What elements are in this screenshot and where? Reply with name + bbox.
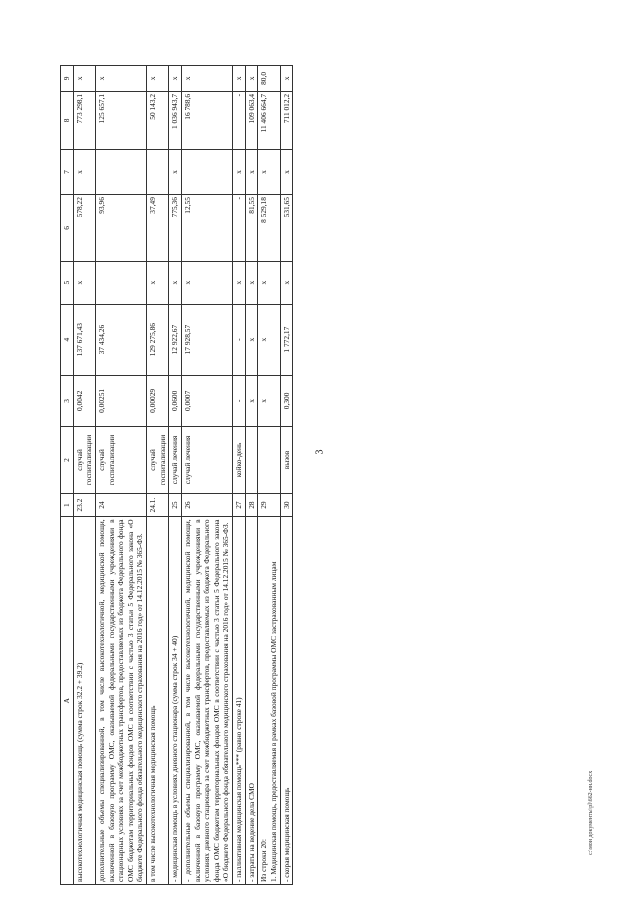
budget-table: [60, 65, 293, 885]
header-row: [61, 66, 74, 885]
table-cell: 773 298,1: [73, 91, 95, 149]
header-cell: 2: [61, 427, 74, 494]
row-description: Из строки 20: 1. Медицинская помощь, предоставляемая в рамках базовой программы ОМС застрахованным лицам: [258, 517, 280, 885]
table-cell: случай госпитализации: [95, 427, 146, 494]
table-cell: случай госпитализации: [73, 427, 95, 494]
table-cell: 28: [245, 493, 258, 517]
table-cell: -: [233, 195, 246, 262]
table-cell: 37,49: [147, 195, 169, 262]
table-body: [73, 66, 293, 885]
table-row: [95, 66, 146, 885]
table-cell: случай госпитализации: [147, 427, 169, 494]
header-cell: А: [61, 517, 74, 885]
table-cell: х: [280, 261, 293, 304]
table-cell: 17 928,57: [181, 304, 232, 375]
table-cell: 0,00251: [95, 375, 146, 427]
table-cell: 129 275,86: [147, 304, 169, 375]
table-cell: 12,55: [181, 195, 232, 262]
table-cell: 0,0007: [181, 375, 232, 427]
table-cell: х: [245, 66, 258, 92]
table-cell: [95, 261, 146, 304]
table-cell: х: [73, 66, 95, 92]
table-cell: [258, 427, 280, 494]
table-cell: 531,65: [280, 195, 293, 262]
row-description: - паллиативная медицинская помощь*** (равно строке 41): [233, 517, 246, 885]
rotated-table-container: [60, 65, 580, 885]
table-cell: 0,0600: [169, 375, 182, 427]
table-cell: 12 922,67: [169, 304, 182, 375]
header-cell: 7: [61, 149, 74, 194]
table-cell: 125 657,1: [95, 91, 146, 149]
table-cell: 8 529,18: [258, 195, 280, 262]
table-cell: 0,300: [280, 375, 293, 427]
row-description: высокотехнологичная медицинская помощь (сумма строк 32.2 + 39.2): [73, 517, 95, 885]
table-cell: -: [233, 375, 246, 427]
table-cell: х: [258, 304, 280, 375]
table-row: [73, 66, 95, 885]
table-cell: [245, 427, 258, 494]
table-cell: 30: [280, 493, 293, 517]
table-cell: х: [169, 261, 182, 304]
table-cell: х: [147, 66, 169, 92]
table-cell: х: [280, 149, 293, 194]
row-description: дополнительные объемы специализированной, в том числе высокотехнологичной, медицинской помощи, включенной в базовую программу ОМС, оказываемой федеральными государственными учреждениями в стационарных условиях за счет межбюджетных трансфертов, предоставляемых из бюджета Федерального фонда ОМС бюджетам территориальных фондов ОМС в соответствии с частью 3 статьи 5 Федерального закона «О бюджете Федерального фонда обязательного медицинского страхования на 2016 год» от 14.12.2015 № 365-ФЗ.: [95, 517, 146, 885]
table-cell: х: [233, 66, 246, 92]
table-cell: х: [245, 375, 258, 427]
table-cell: 137 671,43: [73, 304, 95, 375]
table-cell: [95, 149, 146, 194]
table-cell: 93,96: [95, 195, 146, 262]
table-cell: 16 788,6: [181, 91, 232, 149]
row-description: в том числе высокотехнологичная медицинская помощь: [147, 517, 169, 885]
table-cell: койко-день: [233, 427, 246, 494]
row-description: - скорая медицинская помощь: [280, 517, 293, 885]
header-cell: 1: [61, 493, 74, 517]
table-cell: 29: [258, 493, 280, 517]
table-cell: х: [280, 66, 293, 92]
table-cell: х: [169, 66, 182, 92]
header-cell: 9: [61, 66, 74, 92]
table-cell: х: [245, 149, 258, 194]
table-cell: х: [245, 304, 258, 375]
table-row: [169, 66, 182, 885]
table-cell: -: [233, 91, 246, 149]
table-cell: [181, 149, 232, 194]
table-row: [233, 66, 246, 885]
table-cell: -: [233, 304, 246, 375]
header-cell: 8: [61, 91, 74, 149]
table-cell: 37 434,26: [95, 304, 146, 375]
row-description: - затраты на ведение дела СМО: [245, 517, 258, 885]
table-cell: 0,0042: [73, 375, 95, 427]
table-cell: х: [181, 66, 232, 92]
table-cell: случай лечения: [169, 427, 182, 494]
header-cell: 5: [61, 261, 74, 304]
table-cell: х: [73, 149, 95, 194]
table-cell: х: [258, 149, 280, 194]
table-cell: х: [258, 261, 280, 304]
table-cell: 109 063,4: [245, 91, 258, 149]
table-cell: 50 143,2: [147, 91, 169, 149]
table-cell: х: [233, 261, 246, 304]
table-cell: х: [245, 261, 258, 304]
table-cell: 775,36: [169, 195, 182, 262]
table-cell: 11 406 664,7: [258, 91, 280, 149]
table-cell: случай лечения: [181, 427, 232, 494]
table-cell: х: [233, 149, 246, 194]
header-cell: 6: [61, 195, 74, 262]
table-cell: 711 012,2: [280, 91, 293, 149]
table-row: [181, 66, 232, 885]
row-description: - медицинская помощь в условиях дневного стационара (сумма строк 34 + 40): [169, 517, 182, 885]
table-cell: х: [258, 375, 280, 427]
table-cell: 80,0: [258, 66, 280, 92]
table-row: [258, 66, 280, 885]
table-cell: 1 772,17: [280, 304, 293, 375]
table-cell: 23.2: [73, 493, 95, 517]
table-cell: 26: [181, 493, 232, 517]
table-row: [280, 66, 293, 885]
page-number: 3: [314, 449, 326, 455]
table-cell: 27: [233, 493, 246, 517]
row-description: - дополнительные объемы специализированной, в том числе высокотехнологичной, медицинской помощи, включенной в базовую программу ОМС, оказываемой федеральными государственными учреждениями в условиях дневного стационара за счет межбюджетных трансфертов, предоставляемых из бюджета Федерального фонда ОМС бюджетам территориальных фондов ОМС в соответствии с частью 3 статьи 5 Федерального закона «О бюджете Федерального фонда обязательного медицинского страхования на 2016 год» от 14.12.2015 № 365-ФЗ.: [181, 517, 232, 885]
table-cell: х: [147, 261, 169, 304]
header-cell: 3: [61, 375, 74, 427]
file-path-footer: c:\мои документы\pl\662-нн.docx: [588, 770, 594, 855]
table-cell: х: [73, 261, 95, 304]
table-row: [245, 66, 258, 885]
table-cell: 25: [169, 493, 182, 517]
table-cell: 1 036 943,7: [169, 91, 182, 149]
table-cell: 24.1.: [147, 493, 169, 517]
table-cell: х: [95, 66, 146, 92]
table-cell: х: [181, 261, 232, 304]
table-cell: 24: [95, 493, 146, 517]
table-row: [147, 66, 169, 885]
table-cell: [147, 149, 169, 194]
table-cell: 0,00029: [147, 375, 169, 427]
table-cell: вызов: [280, 427, 293, 494]
table-cell: 81,55: [245, 195, 258, 262]
table-cell: х: [169, 149, 182, 194]
table-cell: 578,22: [73, 195, 95, 262]
header-cell: 4: [61, 304, 74, 375]
